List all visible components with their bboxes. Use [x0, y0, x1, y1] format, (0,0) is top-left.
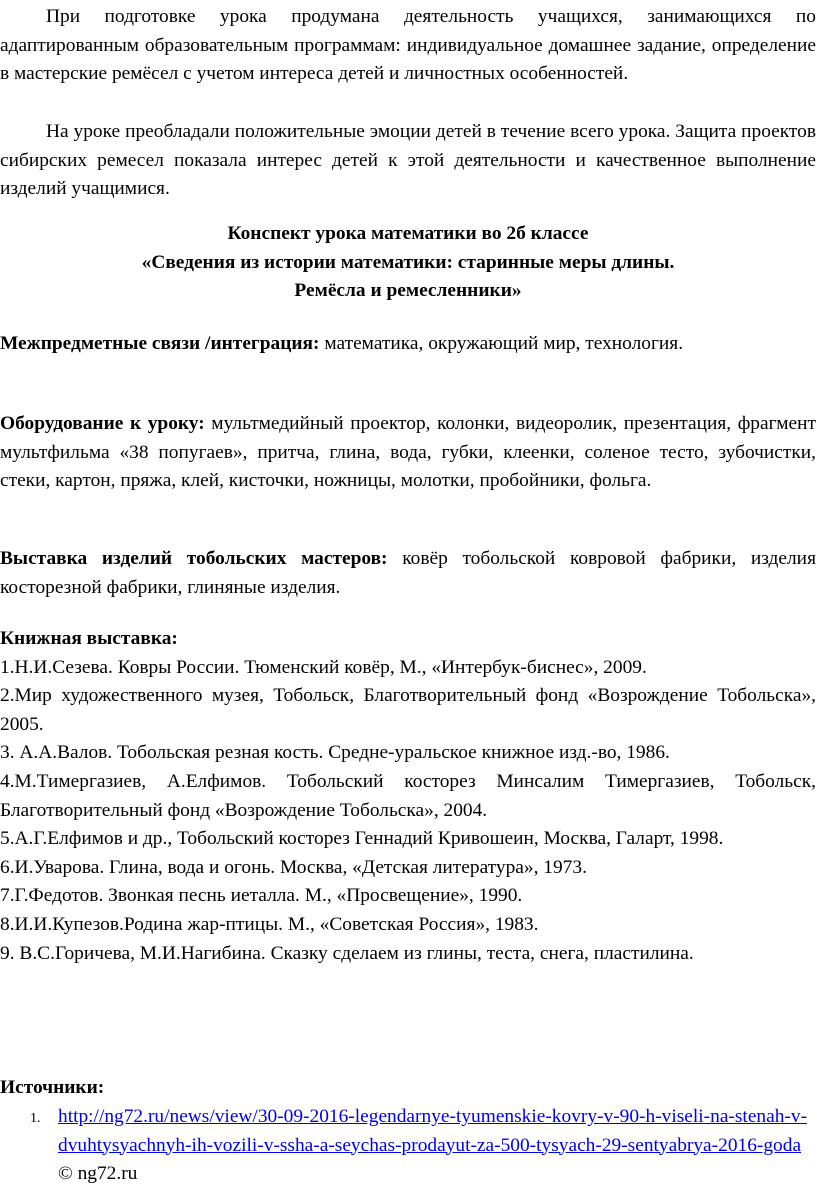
interdisciplinary-label: Межпредметные связи /интеграция:: [0, 333, 320, 354]
heading-line-3: Ремёсла и ремесленники»: [294, 280, 522, 302]
book-item-7: 7.Г.Федотов. Звонкая песнь иеталла. М., «Просвещение», 1990.: [0, 885, 523, 907]
sources-section: [0, 1074, 816, 1103]
book-item-9: 9. В.С.Горичева, М.И.Нагибина. Сказку сделаем из глины, теста, снега, пластилина.: [0, 942, 694, 964]
heading-line-2: «Сведения из истории математики: старинные меры длины.: [141, 251, 675, 273]
book-item-4: 4.М.Тимергазиев, А.Елфимов. Тобольский косторез Минсалим Тимергазиев, Тобольск, Благотворительный фонд «Возрождение Тобольска», 2004.: [0, 770, 816, 821]
intro-text-2: На уроке преобладали положительные эмоции детей в течение всего урока. Защита проектов сибирских ремесел показала интерес детей к этой деятельности и качественное выполнение изделий учащимися.: [0, 121, 816, 200]
exhibition-paragraph: [0, 545, 816, 602]
interdisciplinary-section: [0, 330, 816, 359]
equipment-label: Оборудование к уроку:: [0, 413, 205, 434]
intro-paragraph-1: [0, 3, 816, 89]
intro-text-1: При подготовке урока продумана деятельность учащихся, занимающихся по адаптированным образовательным программам: индивидуальное домашнее задание, определение в мастерские ремёсел с учетом интереса детей и личностных особенностей.: [0, 6, 816, 85]
intro-paragraph-2: [0, 118, 816, 204]
book-item-3: 3. А.А.Валов. Тобольская резная кость. Средне-уральское книжное изд.-во, 1986.: [0, 742, 670, 764]
books-title: Книжная выставка:: [0, 628, 178, 649]
equipment-section: [0, 410, 816, 496]
interdisciplinary-paragraph: [0, 330, 816, 359]
book-exhibition: [0, 625, 816, 968]
exhibition-text: ковёр тобольской ковровой фабрики, изделия косторезной фабрики, глиняные изделия.: [0, 548, 816, 598]
book-item-2: 2.Мир художественного музея, Тобольск, Благотворительный фонд «Возрождение Тобольска», 2005.: [0, 685, 816, 735]
sources-title: Источники:: [0, 1077, 105, 1098]
lesson-heading: [0, 220, 816, 306]
equipment-paragraph: [0, 410, 816, 496]
exhibition-section: [0, 545, 816, 602]
book-item-1: 1.Н.И.Сезева. Ковры России. Тюменский ковёр, М., «Интербук-биснес», 2009.: [0, 656, 647, 678]
heading-line-1: Конспект урока математики во 2б классе: [227, 223, 589, 244]
source-body: [58, 1103, 816, 1189]
source-copyright: © ng72.ru: [58, 1163, 138, 1185]
source-item-1: [0, 1103, 816, 1189]
interdisciplinary-text: математика, окружающий мир, технология.: [319, 333, 684, 354]
exhibition-label: Выставка изделий тобольских мастеров:: [0, 548, 388, 569]
book-item-6: 6.И.Уварова. Глина, вода и огонь. Москва, «Детская литература», 1973.: [0, 856, 587, 878]
source-link[interactable]: http://ng72.ru/news/view/30-09-2016-legendarnye-tyumenskie-kovry-v-90-h-viseli-na-stenah-v-dvuhtysyachnyh-ih-vozili-v-ssha-a-seychas-prodayut-za-500-tysyach-29-sentyabrya-2016-goda: [58, 1106, 808, 1156]
source-number: 1.: [30, 1111, 41, 1126]
book-item-5: 5.А.Г.Елфимов и др., Тобольский косторез Геннадий Кривошеин, Москва, Галарт, 1998.: [0, 828, 724, 850]
book-item-8: 8.И.И.Купезов.Родина жар-птицы. М., «Советская Россия», 1983.: [0, 913, 539, 935]
equipment-text: мультмедийный проектор, колонки, видеоролик, презентация, фрагмент мультфильма «38 попугаев», притча, глина, вода, губки, клеенки, соленое тесто, зубочистки, стеки, картон, пряжа, клей, кисточки, ножницы, молотки, пробойники, фольга.: [0, 413, 816, 492]
